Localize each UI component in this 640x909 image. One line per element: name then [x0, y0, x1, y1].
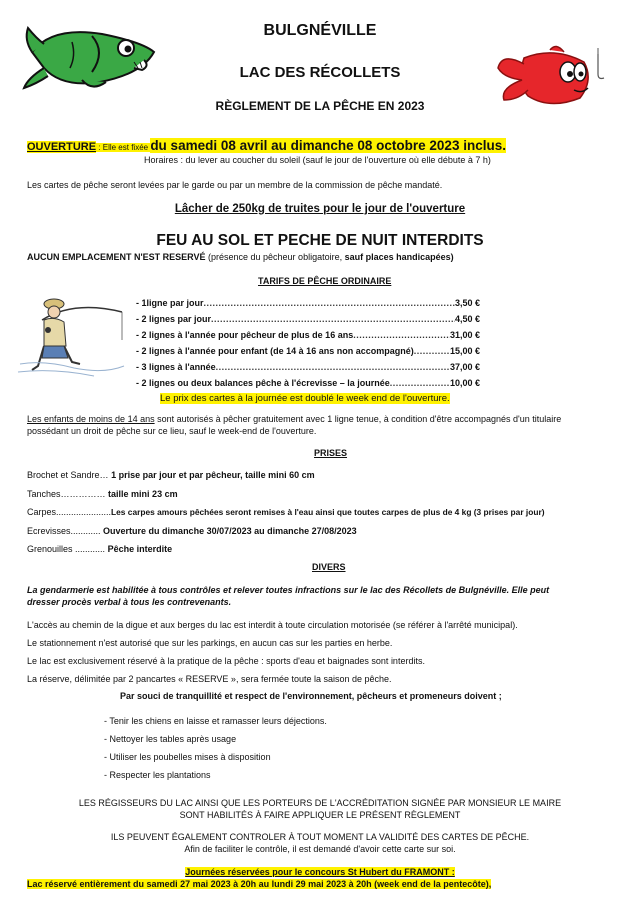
divers-rule: Le lac est exclusivement réservé à la pratique de la pêche : sports d'eau et baignades sont interdits.	[27, 656, 425, 666]
fisherman-illustration	[14, 290, 126, 380]
lake-title: LAC DES RÉCOLLETS	[239, 64, 401, 81]
conduct-bullet: - Nettoyer les tables après usage	[104, 734, 237, 744]
children-age: Les enfants de moins de 14 ans	[27, 414, 155, 424]
prise-dots: ......................	[56, 507, 112, 517]
prise-rule: Ouverture du dimanche 30/07/2023 au dimanche 27/08/2023	[103, 526, 357, 536]
tarif-row: - 1ligne par jour ..... 3,50 €	[136, 298, 480, 308]
prise-dots: …	[99, 470, 109, 480]
controle-line1: ILS PEUVENT ÉGALEMENT CONTROLER À TOUT MOMENT LA VALIDITÉ DES CARTES DE PÊCHE.	[110, 832, 530, 842]
placement-notice	[27, 252, 454, 262]
tarif-row: - 2 lignes ou deux balances pêche à l'écrevisse – la journée ..... 10,00 €	[136, 378, 480, 388]
divers-rule: Le stationnement n'est autorisé que sur les parkings, en aucun cas sur les parties en herbe.	[27, 638, 393, 648]
children-rest: sont autorisés à pêcher gratuitement avec 1 ligne tenue, à condition d'être accompagnés d'un titulaire	[154, 414, 562, 424]
tarif-row: - 2 lignes à l'année pour enfant (de 14 à 16 ans non accompagné) ..... 15,00 €	[136, 346, 480, 356]
gendarmerie-line1: La gendarmerie est habilitée à tous contrôles et relever toutes infractions sur le lac des Récollets de Bulgnéville. Elle peut	[27, 585, 550, 595]
opening-line	[27, 137, 506, 155]
children-rule-line2: possédant un droit de pêche sur ce lieu, sauf le week-end de l'ouverture.	[27, 426, 317, 436]
price-doubled-notice: Le prix des cartes à la journée est doublé le week end de l'ouverture.	[160, 393, 450, 404]
concours-line2: Lac réservé entièrement du samedi 27 mai 2023 à 20h au lundi 29 mai 2023 à 20h (week end de la pentecôte),	[27, 879, 492, 889]
tarifs-heading: TARIFS DE PÊCHE ORDINAIRE	[258, 276, 392, 286]
concours-line1: Journées réservées pour le concours St Hubert du FRAMONT :	[185, 867, 455, 877]
regisseurs-line1: LES RÉGISSEURS DU LAC AINSI QUE LES PORTEURS DE L'ACCRÉDITATION SIGNÉE PAR MONSIEUR LE MAIRE	[78, 798, 562, 808]
tranquility-heading: Par souci de tranquillité et respect de l'environnement, pêcheurs et promeneurs doivent ;	[120, 691, 502, 701]
tarif-row: - 2 lignes à l'année pour pêcheur de plus de 16 ans ..... 31,00 €	[136, 330, 480, 340]
prise-rule: Les carpes amours pêchées seront remises à l'eau ainsi que toutes carpes de plus de 4 kg (3 prises par jour)	[111, 507, 545, 517]
controle-line2: Afin de faciliter le contrôle, il est demandé d'avoir cette carte sur soi.	[184, 844, 456, 854]
prise-species: Brochet et Sandre	[27, 470, 100, 480]
placement-mid: (présence du pêcheur obligatoire,	[205, 252, 345, 262]
conduct-bullet: - Respecter les plantations	[104, 770, 211, 780]
divers-heading: DIVERS	[312, 562, 346, 572]
prise-row	[27, 507, 545, 517]
cards-check-text: Les cartes de pêche seront levées par le garde ou par un membre de la commission de pêche mandaté.	[27, 180, 443, 190]
tarif-row: - 3 lignes à l'année ..... 37,00 €	[136, 362, 480, 372]
prise-species: Tanches	[27, 489, 61, 499]
prise-species: Ecrevisses	[27, 526, 71, 536]
opening-hours: Horaires : du lever au coucher du soleil (sauf le jour de l'ouverture où elle débute à 7 h)	[144, 155, 491, 165]
prise-dots: ............	[72, 544, 106, 554]
prise-row	[27, 544, 172, 554]
placement-bold: AUCUN EMPLACEMENT N'EST RESERVÉ	[27, 252, 206, 262]
prise-dots: ............	[70, 526, 101, 536]
prise-species: Carpes	[27, 507, 57, 517]
opening-label: OUVERTURE	[27, 141, 97, 153]
regisseurs-line2: SONT HABILITÉS À FAIRE APPLIQUER LE PRÉSENT RÈGLEMENT	[179, 810, 461, 820]
prise-dots: ……………	[60, 489, 106, 499]
children-rule-line1	[27, 414, 561, 424]
prise-species: Grenouilles	[27, 544, 73, 554]
regulation-title: RÈGLEMENT DE LA PÊCHE EN 2023	[215, 99, 425, 113]
town-title: BULGNÉVILLE	[263, 22, 377, 39]
prise-row	[27, 489, 178, 499]
gendarmerie-line2: dresser procès verbal à tous les contrevenants.	[27, 597, 232, 607]
prise-rule: 1 prise par jour et par pêcheur, taille mini 60 cm	[111, 470, 315, 480]
prise-rule: Pêche interdite	[107, 544, 173, 554]
conduct-bullet: - Tenir les chiens en laisse et ramasser leurs déjections.	[104, 716, 327, 726]
prise-row	[27, 470, 315, 480]
trout-release: Lâcher de 250kg de truites pour le jour de l'ouverture	[174, 203, 466, 215]
divers-rule: L'accès au chemin de la digue et aux berges du lac est interdit à toute circulation motorisée (se référer à l'arrêté municipal).	[27, 620, 518, 630]
prise-rule: taille mini 23 cm	[108, 489, 178, 499]
placement-bold-end: sauf places handicapées)	[344, 252, 454, 262]
opening-dates: du samedi 08 avril au dimanche 08 octobre 2023 inclus.	[150, 138, 506, 153]
conduct-bullet: - Utiliser les poubelles mises à disposition	[104, 752, 271, 762]
prises-heading: PRISES	[314, 448, 348, 458]
opening-prefix: : Elle est fixée	[96, 143, 151, 152]
prise-row	[27, 526, 357, 536]
fire-night-ban: FEU AU SOL ET PECHE DE NUIT INTERDITS	[156, 232, 484, 249]
tarif-row: - 2 lignes par jour ..... 4,50 €	[136, 314, 480, 324]
divers-rule: La réserve, délimitée par 2 pancartes « RESERVE », sera fermée toute la saison de pêche.	[27, 674, 392, 684]
